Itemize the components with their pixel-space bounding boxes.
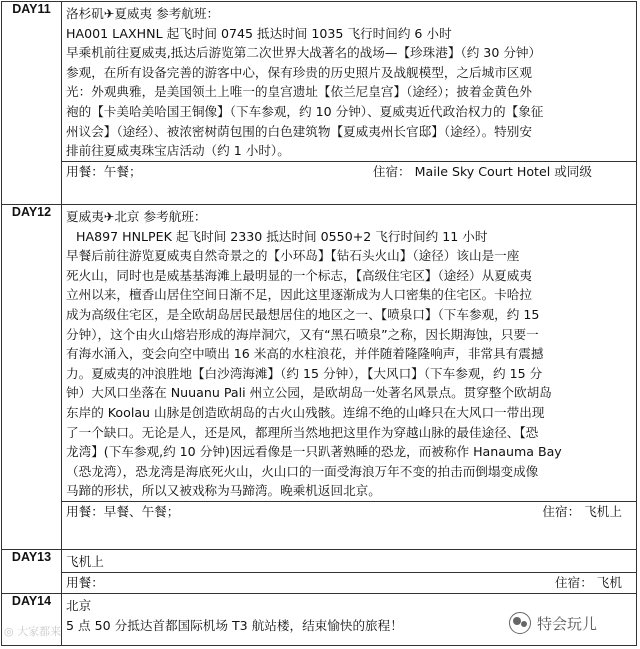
hotel-text: 住宿： 飞机上 [542,503,622,519]
meal-row [62,572,636,593]
desc-line: 飞机上 [66,554,104,569]
meal-text: 用餐：早餐、午餐； [66,503,180,519]
watermark-left: ◎ 大家都来 [4,625,62,638]
day-label: DAY12 [2,205,62,550]
desc-line: （恐龙湾），恐龙湾是海底死火山，火山口的一面受海浪万年不变的拍击而倒塌变成像 [66,463,539,479]
day-label: DAY13 [2,550,62,594]
desc-line: 力。夏威夷的冲浪胜地【白沙湾海滩】（约 15 分钟），【大风口】（下车参观，约 15 分 [66,365,543,381]
flight-line: HA001 LAXHNL 起飞时间 0745 抵达时间 1035 飞行时间约 6 小时 [66,25,452,41]
day12-row [2,205,637,550]
desc-line: 成为高级住宅区，是全欧胡岛居民最想居住的地区之一、【喷泉口】（下车参观，约 15 [66,306,540,322]
day-content [62,205,637,550]
desc-line: 了一个缺口。无论是人，还是风，都理所当然地把这里作为穿越山脉的最佳途径、【恐 [66,424,539,440]
watermark-brand [505,610,601,636]
day-label: DAY11 [2,2,62,205]
meal-row [62,161,636,182]
meal-text: 用餐：午餐； [66,163,142,179]
desc-line: 马蹄的形状，所以又被戏称为马蹄湾。晚乘机返回北京。 [66,483,381,499]
desc-line: 排前往夏威夷珠宝店活动（约 1 小时）。 [66,143,290,159]
desc-line: 光：外观典雅，是美国领土上唯一的皇宫遗址【依兰尼皇宫】（途经）；披着金黄色外 [66,84,532,100]
day13-row [2,550,637,594]
desc-line: 5 点 50 分抵达首都国际机场 T3 航站楼，结束愉快的旅程！ [66,617,403,633]
watermark-text: 特会玩儿 [537,614,598,633]
hotel-text: 住宿： Maile Sky Court Hotel 或同级 [372,163,592,179]
day-label: DAY14 [2,594,62,646]
desc-line: 龙湾】(下车参观,约 10 分钟)因远看像是一只趴著熟睡的恐龙，而被称作 Hanauma Bay [66,444,562,460]
meal-row [62,501,636,522]
hotel-text: 住宿： 飞机 [555,574,622,590]
meal-text: 用餐： [66,574,104,590]
day-content [62,2,637,205]
wechat-icon [509,612,531,634]
itinerary-table [1,1,637,646]
desc-line: 早乘机前往夏威夷,抵达后游览第二次世界大战著名的战场—【珍珠港】（约 30 分钟） [66,45,542,61]
desc-line: 死火山，同时也是威基基海滩上最明显的一个标志，【高级住宅区】（途经）从夏威夷 [66,267,532,283]
desc-line: 分钟），这个由火山熔岩形成的海岸洞穴，又有“黑石喷泉”之称，因长期海蚀，只要一 [66,326,539,342]
desc-line: 早餐后前往游览夏威夷自然奇景之的【小环岛】【钻石头火山】（途径）该山是一座 [66,248,520,264]
desc-line: 参观，在所有设备完善的游客中心，保有珍贵的历史照片及战舰模型，之后城市区观 [66,64,532,80]
desc-line: 立州以来，檀香山居住空间日渐不足，因此这里逐渐成为人口密集的住宅区。卡哈拉 [66,287,532,303]
route-line: 夏威夷✈北京 参考航班： [66,209,207,224]
desc-line: 有海水涌入，变会向空中喷出 16 米高的水柱浪花，并伴随着隆隆响声，非常具有震撼 [66,346,544,362]
flight-line: HA897 HNLPEK 起飞时间 2330 抵达时间 0550+2 飞行时间约 11 小时 [76,228,488,244]
desc-line: 北京 [66,598,92,613]
day-content [62,550,637,594]
desc-line: 东岸的 Koolau 山脉是创造欧胡岛的古火山残骸。连绵不绝的山峰只在大风口一带出现 [66,404,545,420]
desc-line: 钟）大风口坐落在 Nuuanu Pali 州立公园，是欧胡岛一处著名风景点。贯穿整个欧胡岛 [66,385,552,401]
desc-line: 袍的【卡美哈美哈国王铜像】（下车参观，约 10 分钟）、夏威夷近代政治权力的【象征 [66,103,544,119]
desc-line: 州议会】（途经）、被浓密树荫包围的白色建筑物【夏威夷州长官邸】（途经）。特别安 [66,123,532,139]
day11-row [2,2,637,205]
route-line: 洛杉矶✈夏威夷 参考航班： [66,6,220,21]
